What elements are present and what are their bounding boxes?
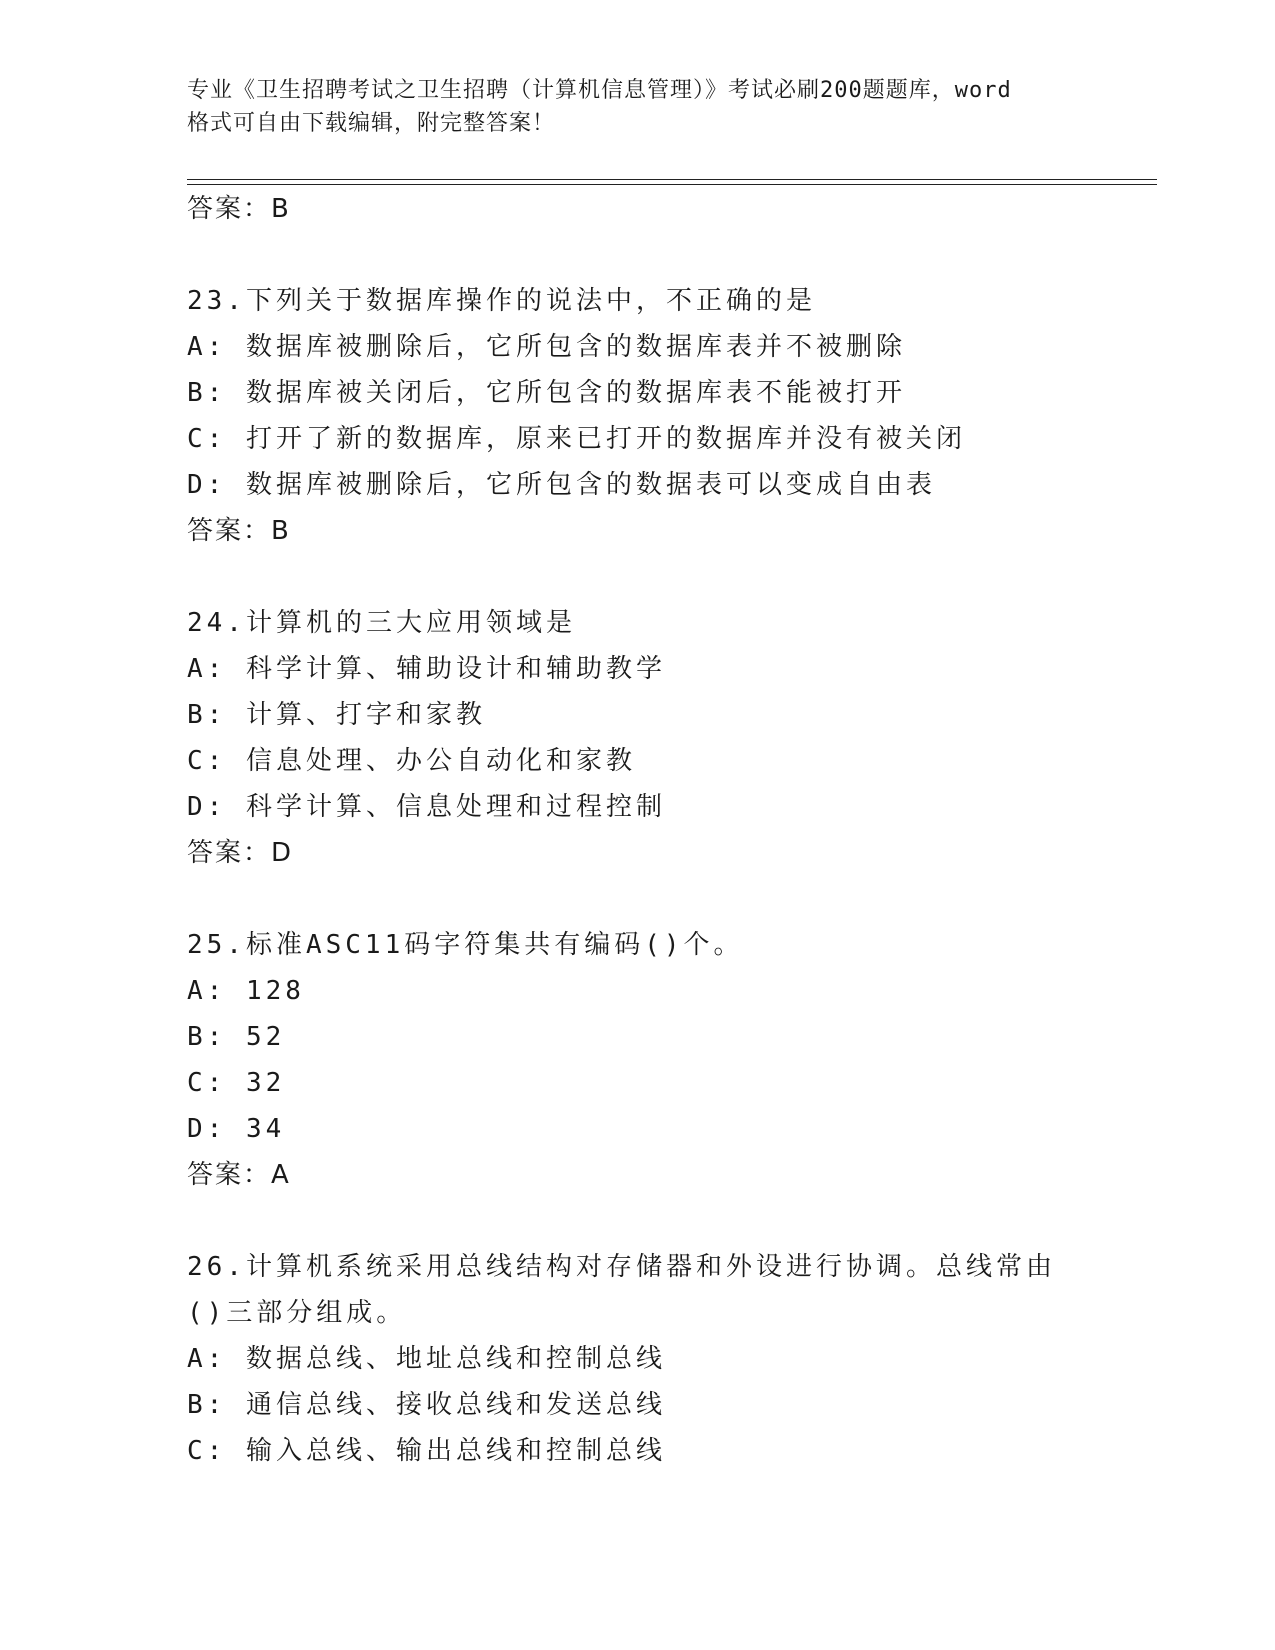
header-line-2: 格式可自由下载编辑，附完整答案！ [187, 111, 556, 136]
question-23 [187, 278, 1157, 554]
header-line-1: 专业《卫生招聘考试之卫生招聘（计算机信息管理）》考试必刷200题题库，word [187, 78, 1012, 103]
spacer [187, 1198, 1157, 1244]
spacer [187, 876, 1157, 922]
option-a: A: 数据库被删除后，它所包含的数据库表并不被删除 [187, 332, 906, 362]
question-26 [187, 1244, 1157, 1474]
option-b: B: 通信总线、接收总线和发送总线 [187, 1390, 666, 1420]
option-b: B: 数据库被关闭后，它所包含的数据库表不能被打开 [187, 378, 906, 408]
header-divider-bottom [187, 184, 1157, 185]
previous-answer: 答案：B [187, 194, 291, 224]
spacer [187, 232, 1157, 278]
answer: 答案：B [187, 516, 291, 546]
option-c: C: 信息处理、办公自动化和家教 [187, 746, 636, 776]
question-stem: 24.计算机的三大应用领域是 [187, 608, 576, 638]
option-d: D: 数据库被删除后，它所包含的数据表可以变成自由表 [187, 470, 936, 500]
question-stem: 25.标准ASC11码字符集共有编码()个。 [187, 930, 744, 960]
option-c: C: 打开了新的数据库，原来已打开的数据库并没有被关闭 [187, 424, 966, 454]
spacer [187, 554, 1157, 600]
option-a: A: 科学计算、辅助设计和辅助教学 [187, 654, 666, 684]
option-a: A: 数据总线、地址总线和控制总线 [187, 1344, 666, 1374]
header-divider-top [187, 179, 1157, 180]
option-b: B: 计算、打字和家教 [187, 700, 486, 730]
answer: 答案：A [187, 1160, 291, 1190]
question-24 [187, 600, 1157, 876]
question-stem: 26.计算机系统采用总线结构对存储器和外设进行协调。总线常由()三部分组成。 [187, 1252, 1056, 1328]
option-a: A: 128 [187, 976, 305, 1006]
option-d: D: 科学计算、信息处理和过程控制 [187, 792, 666, 822]
question-list [187, 186, 1157, 1474]
question-25 [187, 922, 1157, 1198]
option-b: B: 52 [187, 1022, 286, 1052]
option-c: C: 32 [187, 1068, 286, 1098]
option-d: D: 34 [187, 1114, 286, 1144]
document-header [187, 74, 1087, 140]
answer: 答案：D [187, 838, 294, 868]
option-c: C: 输入总线、输出总线和控制总线 [187, 1436, 666, 1466]
question-stem: 23.下列关于数据库操作的说法中，不正确的是 [187, 286, 816, 316]
